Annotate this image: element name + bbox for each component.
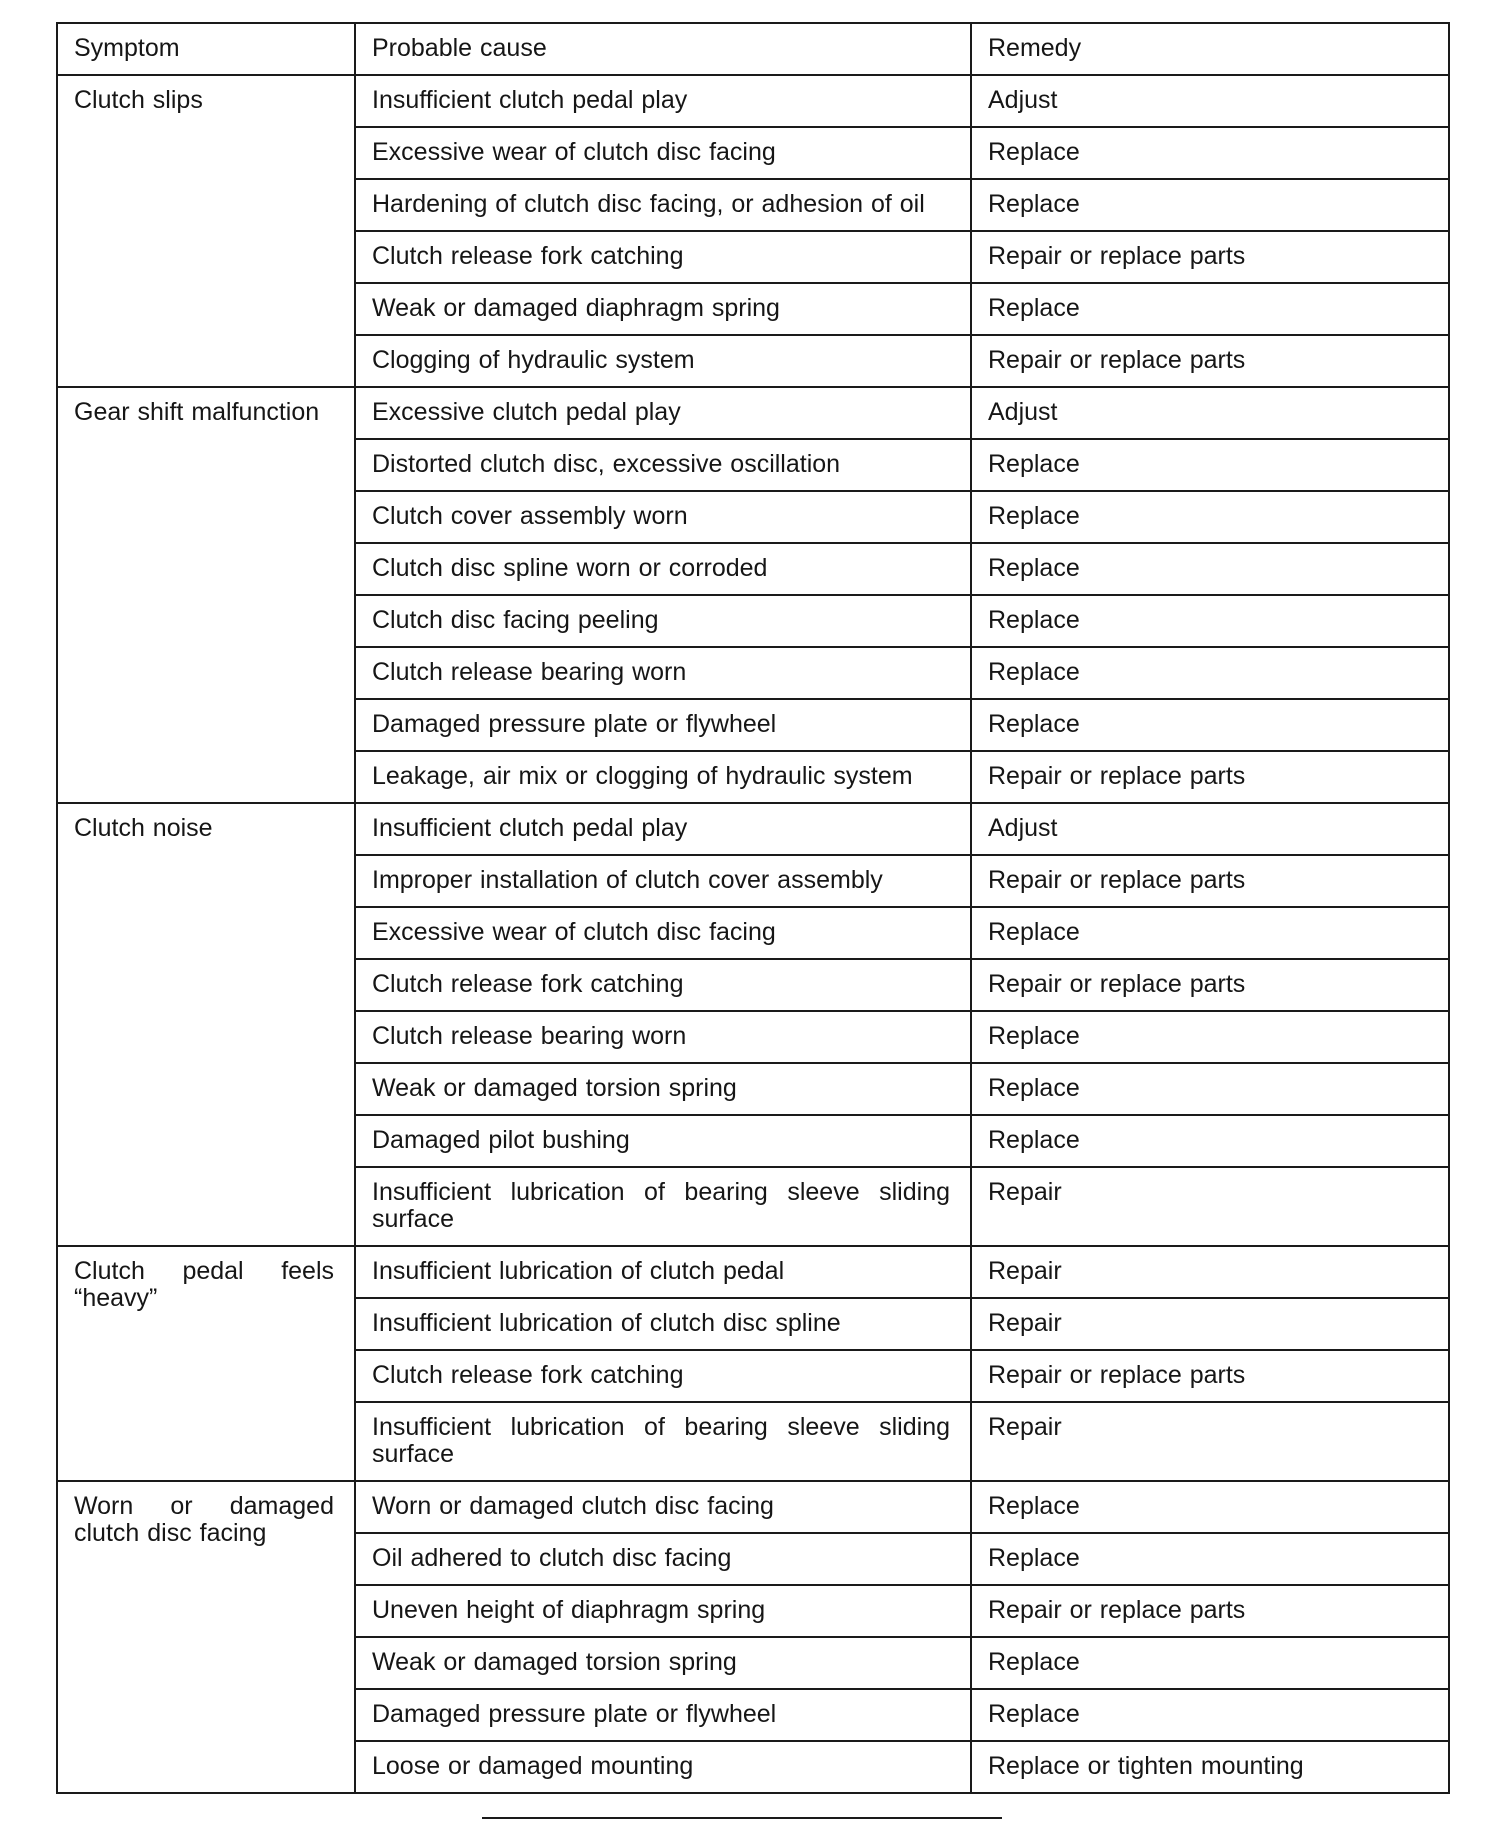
cause-cell: Insufficient lubrication of clutch pedal bbox=[355, 1246, 971, 1298]
cause-cell: Insufficient lubrication of clutch disc spline bbox=[355, 1298, 971, 1350]
cause-cell: Clogging of hydraulic system bbox=[355, 335, 971, 387]
symptom-cell: Gear shift malfunction bbox=[57, 387, 355, 803]
remedy-cell: Replace bbox=[971, 1637, 1449, 1689]
cause-cell: Clutch release fork catching bbox=[355, 231, 971, 283]
remedy-cell: Replace bbox=[971, 1533, 1449, 1585]
remedy-cell: Replace bbox=[971, 543, 1449, 595]
footer-divider bbox=[482, 1817, 1002, 1819]
cause-cell: Improper installation of clutch cover assembly bbox=[355, 855, 971, 907]
remedy-cell: Replace bbox=[971, 595, 1449, 647]
cause-cell: Clutch release fork catching bbox=[355, 959, 971, 1011]
symptom-cell: Worn or damaged clutch disc facing bbox=[57, 1481, 355, 1793]
remedy-cell: Repair or replace parts bbox=[971, 335, 1449, 387]
remedy-cell: Repair or replace parts bbox=[971, 959, 1449, 1011]
symptom-cell: Clutch pedal feels “heavy” bbox=[57, 1246, 355, 1481]
cause-cell: Clutch disc spline worn or corroded bbox=[355, 543, 971, 595]
cause-cell: Oil adhered to clutch disc facing bbox=[355, 1533, 971, 1585]
remedy-header: Remedy bbox=[971, 23, 1449, 75]
remedy-cell: Repair bbox=[971, 1298, 1449, 1350]
remedy-cell: Repair or replace parts bbox=[971, 1585, 1449, 1637]
remedy-cell: Adjust bbox=[971, 803, 1449, 855]
cause-cell: Damaged pressure plate or flywheel bbox=[355, 1689, 971, 1741]
symptom-cell: Clutch slips bbox=[57, 75, 355, 387]
header-row bbox=[57, 23, 1449, 75]
remedy-cell: Repair bbox=[971, 1246, 1449, 1298]
cause-cell: Damaged pilot bushing bbox=[355, 1115, 971, 1167]
remedy-cell: Replace bbox=[971, 1115, 1449, 1167]
symptom-cell: Clutch noise bbox=[57, 803, 355, 1246]
cause-cell: Insufficient lubrication of bearing sleeve sliding surface bbox=[355, 1402, 971, 1481]
troubleshooting-page bbox=[56, 22, 1448, 1794]
remedy-cell: Replace bbox=[971, 127, 1449, 179]
remedy-cell: Repair or replace parts bbox=[971, 231, 1449, 283]
cause-cell: Leakage, air mix or clogging of hydraulic system bbox=[355, 751, 971, 803]
table-row bbox=[57, 75, 1449, 127]
cause-cell: Clutch disc facing peeling bbox=[355, 595, 971, 647]
table-row bbox=[57, 1246, 1449, 1298]
remedy-cell: Repair bbox=[971, 1402, 1449, 1481]
remedy-cell: Adjust bbox=[971, 75, 1449, 127]
cause-cell: Weak or damaged torsion spring bbox=[355, 1637, 971, 1689]
remedy-cell: Replace bbox=[971, 1011, 1449, 1063]
cause-cell: Loose or damaged mounting bbox=[355, 1741, 971, 1793]
cause-cell: Clutch cover assembly worn bbox=[355, 491, 971, 543]
cause-cell: Excessive clutch pedal play bbox=[355, 387, 971, 439]
remedy-cell: Replace bbox=[971, 699, 1449, 751]
cause-cell: Insufficient clutch pedal play bbox=[355, 75, 971, 127]
cause-cell: Excessive wear of clutch disc facing bbox=[355, 127, 971, 179]
remedy-cell: Replace bbox=[971, 647, 1449, 699]
cause-cell: Distorted clutch disc, excessive oscillation bbox=[355, 439, 971, 491]
remedy-cell: Replace bbox=[971, 907, 1449, 959]
remedy-cell: Replace bbox=[971, 179, 1449, 231]
cause-cell: Clutch release bearing worn bbox=[355, 647, 971, 699]
remedy-cell: Replace bbox=[971, 491, 1449, 543]
symptom-header: Symptom bbox=[57, 23, 355, 75]
remedy-cell: Repair or replace parts bbox=[971, 1350, 1449, 1402]
remedy-cell: Replace bbox=[971, 1481, 1449, 1533]
table-row bbox=[57, 387, 1449, 439]
remedy-cell: Replace bbox=[971, 439, 1449, 491]
cause-cell: Uneven height of diaphragm spring bbox=[355, 1585, 971, 1637]
cause-cell: Worn or damaged clutch disc facing bbox=[355, 1481, 971, 1533]
cause-cell: Insufficient clutch pedal play bbox=[355, 803, 971, 855]
remedy-cell: Repair or replace parts bbox=[971, 855, 1449, 907]
cause-cell: Clutch release fork catching bbox=[355, 1350, 971, 1402]
table-row bbox=[57, 803, 1449, 855]
cause-cell: Excessive wear of clutch disc facing bbox=[355, 907, 971, 959]
remedy-cell: Replace bbox=[971, 283, 1449, 335]
cause-cell: Insufficient lubrication of bearing sleeve sliding surface bbox=[355, 1167, 971, 1246]
remedy-cell: Repair bbox=[971, 1167, 1449, 1246]
cause-cell: Hardening of clutch disc facing, or adhesion of oil bbox=[355, 179, 971, 231]
cause-cell: Weak or damaged torsion spring bbox=[355, 1063, 971, 1115]
troubleshooting-table bbox=[56, 22, 1450, 1794]
remedy-cell: Adjust bbox=[971, 387, 1449, 439]
cause-cell: Clutch release bearing worn bbox=[355, 1011, 971, 1063]
cause-cell: Weak or damaged diaphragm spring bbox=[355, 283, 971, 335]
probable-cause-header: Probable cause bbox=[355, 23, 971, 75]
remedy-cell: Replace bbox=[971, 1689, 1449, 1741]
cause-cell: Damaged pressure plate or flywheel bbox=[355, 699, 971, 751]
remedy-cell: Replace bbox=[971, 1063, 1449, 1115]
remedy-cell: Repair or replace parts bbox=[971, 751, 1449, 803]
remedy-cell: Replace or tighten mounting bbox=[971, 1741, 1449, 1793]
table-row bbox=[57, 1481, 1449, 1533]
